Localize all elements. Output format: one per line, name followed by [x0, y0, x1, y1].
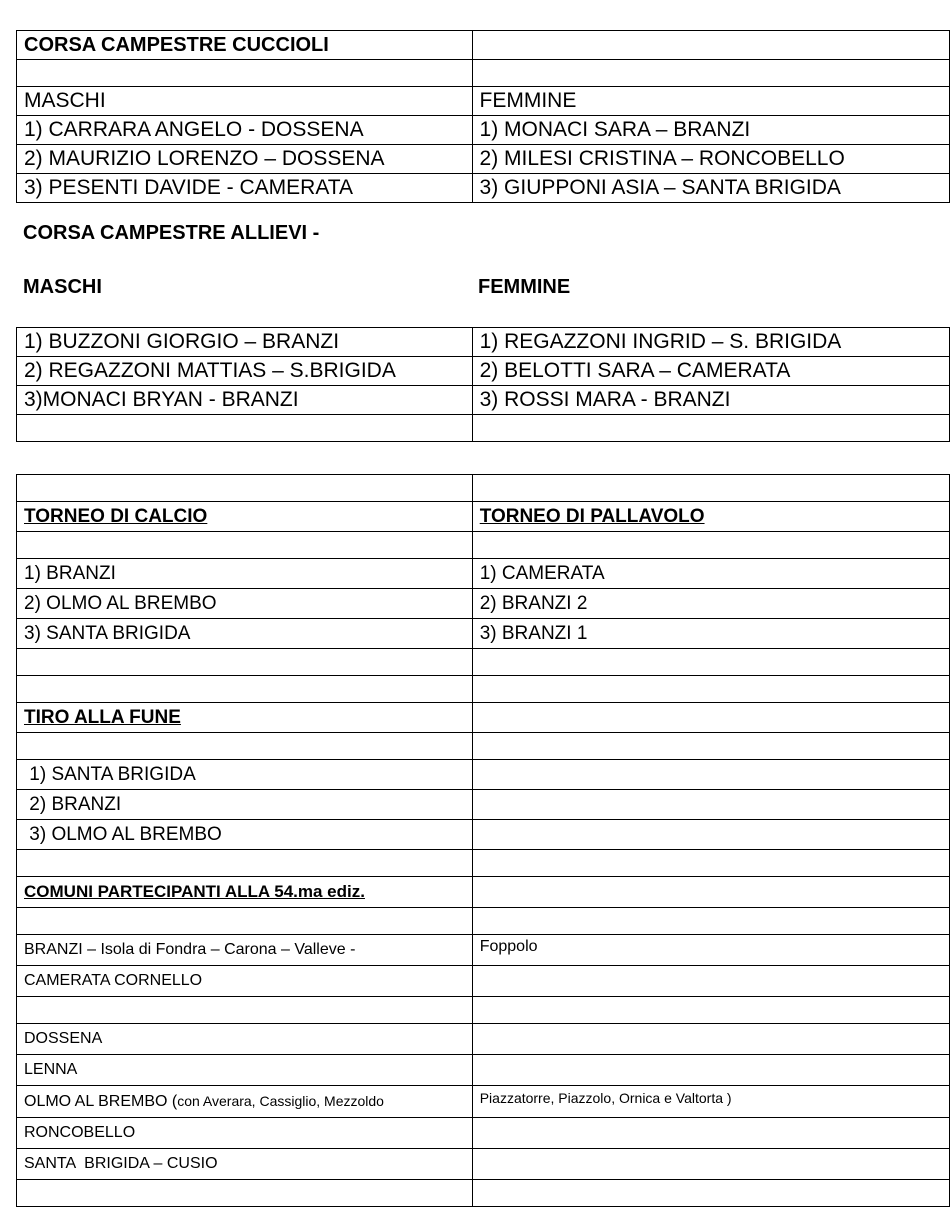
- comuni-camerata: CAMERATA CORNELLO: [17, 966, 473, 997]
- comuni-lenna: LENNA: [17, 1055, 473, 1086]
- calcio-title: TORNEO DI CALCIO: [17, 502, 473, 532]
- cuccioli-maschi-2: 2) MAURIZIO LORENZO – DOSSENA: [17, 145, 473, 174]
- fune-result-2: 2) BRANZI: [17, 790, 473, 820]
- cuccioli-femmine-header: FEMMINE: [472, 87, 949, 116]
- comuni-dossena: DOSSENA: [17, 1024, 473, 1055]
- cuccioli-femmine-2: 2) MILESI CRISTINA – RONCOBELLO: [472, 145, 949, 174]
- allievi-femmine-3: 3) ROSSI MARA - BRANZI: [472, 386, 949, 415]
- comuni-roncobello: RONCOBELLO: [17, 1118, 473, 1149]
- comuni-piazzatorre: Piazzatorre, Piazzolo, Ornica e Valtorta ): [472, 1086, 949, 1118]
- allievi-title: CORSA CAMPESTRE ALLIEVI -: [23, 222, 320, 244]
- allievi-maschi-header: MASCHI: [23, 276, 102, 298]
- pallavolo-result-1: 1) CAMERATA: [472, 559, 949, 589]
- comuni-olmo: [17, 1086, 473, 1118]
- calcio-result-2: 2) OLMO AL BREMBO: [17, 589, 473, 619]
- allievi-femmine-1: 1) REGAZZONI INGRID – S. BRIGIDA: [472, 328, 949, 357]
- cuccioli-maschi-1: 1) CARRARA ANGELO - DOSSENA: [17, 116, 473, 145]
- allievi-maschi-2: 2) REGAZZONI MATTIAS – S.BRIGIDA: [17, 357, 473, 386]
- cuccioli-maschi-header: MASCHI: [17, 87, 473, 116]
- comuni-foppolo: Foppolo: [472, 935, 949, 966]
- cuccioli-femmine-3: 3) GIUPPONI ASIA – SANTA BRIGIDA: [472, 174, 949, 203]
- comuni-branzi: BRANZI – Isola di Fondra – Carona – Valleve -: [17, 935, 473, 966]
- cuccioli-title: CORSA CAMPESTRE CUCCIOLI: [17, 31, 473, 60]
- pallavolo-result-2: 2) BRANZI 2: [472, 589, 949, 619]
- fune-title: TIRO ALLA FUNE: [17, 703, 473, 733]
- calcio-result-1: 1) BRANZI: [17, 559, 473, 589]
- comuni-olmo-small: con Averara, Cassiglio, Mezzoldo: [177, 1093, 384, 1109]
- fune-result-1: 1) SANTA BRIGIDA: [17, 760, 473, 790]
- cuccioli-maschi-3: 3) PESENTI DAVIDE - CAMERATA: [17, 174, 473, 203]
- fune-result-3: 3) OLMO AL BREMBO: [17, 820, 473, 850]
- pallavolo-title: TORNEO DI PALLAVOLO: [472, 502, 949, 532]
- calcio-result-3: 3) SANTA BRIGIDA: [17, 619, 473, 649]
- pallavolo-result-3: 3) BRANZI 1: [472, 619, 949, 649]
- results-table: [16, 474, 950, 1207]
- allievi-maschi-1: 1) BUZZONI GIORGIO – BRANZI: [17, 328, 473, 357]
- allievi-maschi-3: 3)MONACI BRYAN - BRANZI: [17, 386, 473, 415]
- comuni-santa-brigida: SANTA BRIGIDA – CUSIO: [17, 1149, 473, 1180]
- comuni-title: COMUNI PARTECIPANTI ALLA 54.ma ediz.: [17, 877, 473, 908]
- allievi-table: [16, 327, 950, 442]
- comuni-olmo-main: OLMO AL BREMBO (: [24, 1093, 178, 1110]
- allievi-femmine-2: 2) BELOTTI SARA – CAMERATA: [472, 357, 949, 386]
- allievi-femmine-header: FEMMINE: [478, 276, 571, 298]
- cuccioli-femmine-1: 1) MONACI SARA – BRANZI: [472, 116, 949, 145]
- cuccioli-table: [16, 30, 950, 203]
